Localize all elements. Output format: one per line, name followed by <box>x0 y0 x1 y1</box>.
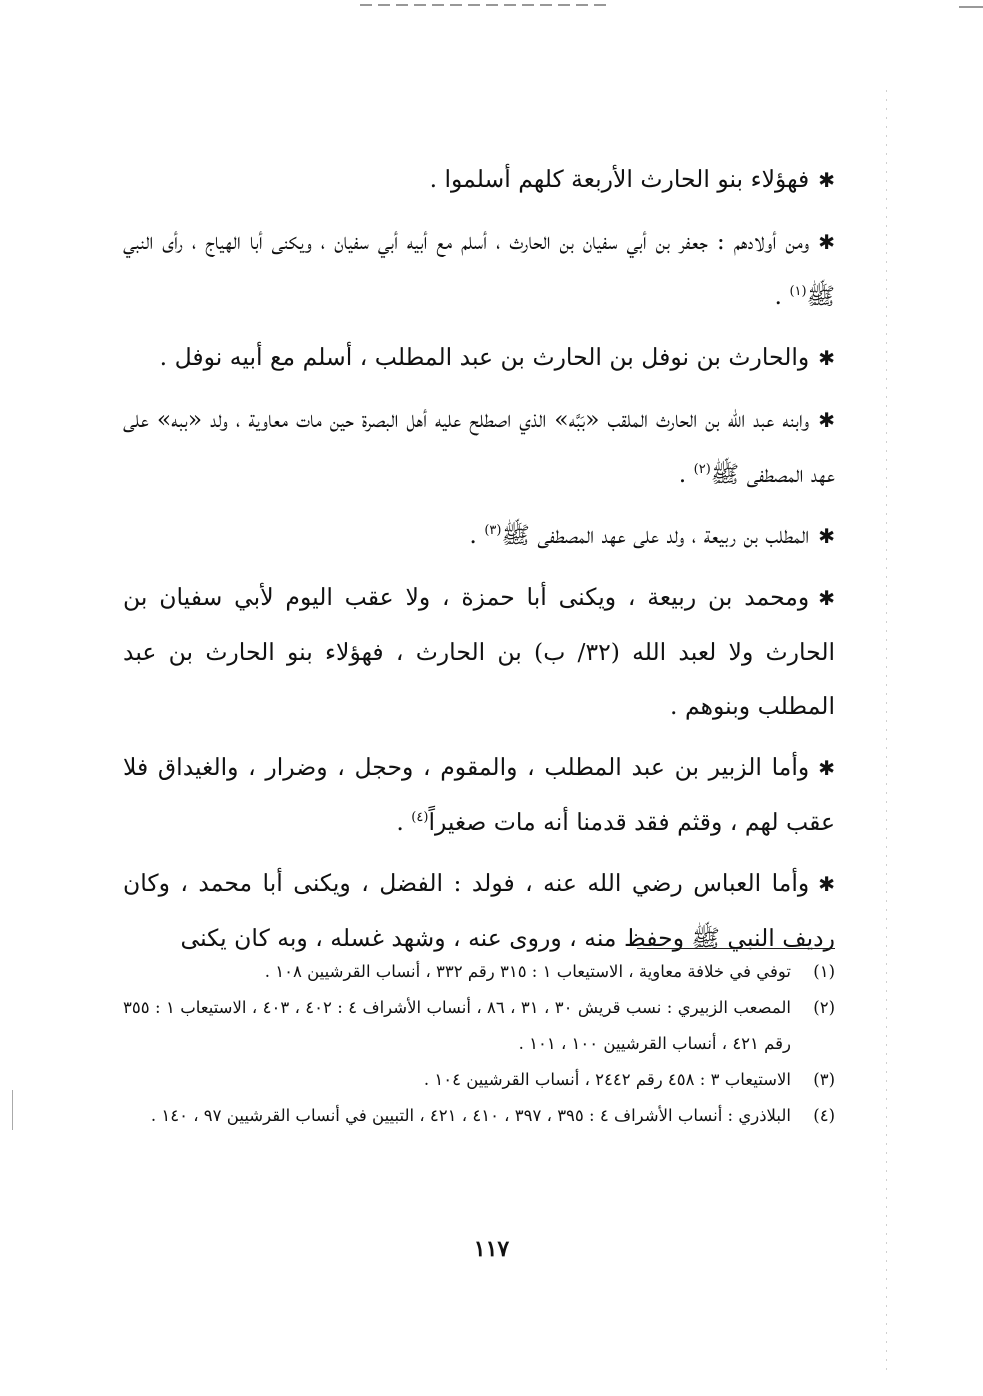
footnote-number: (٣) <box>813 1070 835 1089</box>
footnote-divider <box>637 948 835 949</box>
paragraph <box>123 214 835 323</box>
footnotes <box>123 954 835 1134</box>
scan-artifact-margin <box>886 90 887 1370</box>
star-bullet-icon: ✱ <box>818 346 835 370</box>
paragraph-text: وابنه عبد الله بن الحارث الملقب «بَبَّه» الذي اصطلح عليه أهل البصرة حين مات معاوية ، ولد «ببه» على عهد المصطفى ﷺ <box>123 405 835 488</box>
footnote-text: الاستيعاب ٣ : ٤٥٨ رقم ٢٤٤٢ ، أنساب القرشيين ١٠٤ . <box>423 1070 791 1089</box>
paragraph <box>123 570 835 733</box>
footnote <box>123 1062 835 1098</box>
paragraph-text: والحارث بن نوفل بن الحارث بن عبد المطلب ، أسلم مع أبيه نوفل . <box>159 343 810 371</box>
scan-artifact-corner <box>959 6 983 8</box>
paragraph-end: . <box>774 282 790 310</box>
star-bullet-icon: ✱ <box>818 408 835 432</box>
paragraph <box>123 392 835 501</box>
paragraph <box>123 508 835 563</box>
paragraph-end: . <box>678 460 694 488</box>
footnote-ref[interactable]: (٤) <box>411 810 429 826</box>
footnote <box>123 954 835 990</box>
footnote-text: المصعب الزبيري : نسب قريش ٣٠ ، ٣١ ، ٨٦ ، أنساب الأشراف ٤ : ٤٠٢ ، ٤٠٣ ، الاستيعاب ١ : ٣٥٥ رقم ٤٢١ ، أنساب القرشيين ١٠٠ ، ١٠١ . <box>123 998 792 1053</box>
footnote-ref[interactable]: (٣) <box>484 523 502 539</box>
footnote-ref[interactable]: (٢) <box>693 462 711 478</box>
footnote-number: (٤) <box>813 1106 835 1125</box>
footnote-text: البلاذري : أنساب الأشراف ٤ : ٣٩٥ ، ٣٩٧ ، ٤١٠ ، ٤٢١ ، التبيين في أنساب القرشيين ٩٧ ، ١٤٠ . <box>150 1106 791 1125</box>
footnote-number: (١) <box>813 962 835 981</box>
star-bullet-icon: ✱ <box>818 524 835 548</box>
paragraph <box>123 330 835 385</box>
footnote <box>123 1098 835 1134</box>
paragraph-text: فهؤلاء بنو الحارث الأربعة كلهم أسلموا . <box>429 165 810 193</box>
footnote-text: توفي في خلافة معاوية ، الاستيعاب ١ : ٣١٥ رقم ٣٣٢ ، أنساب القرشيين ١٠٨ . <box>264 962 791 981</box>
paragraph-text: المطلب بن ربيعة ، ولد على عهد المصطفى ﷺ <box>501 521 810 549</box>
star-bullet-icon: ✱ <box>818 756 835 780</box>
footnote <box>123 990 835 1062</box>
scan-artifact-left <box>12 1090 13 1130</box>
paragraph-text: ومحمد بن ربيعة ، ويكنى أبا حمزة ، ولا عقب اليوم لأبي سفيان بن الحارث ولا لعبد الله (٣٢/ ب) بن الحارث ، فهؤلاء بنو الحارث بن عبد المطلب وبنوهم . <box>123 583 836 720</box>
scan-artifact-top <box>360 4 610 6</box>
page-number: ١١٧ <box>473 1236 510 1262</box>
paragraph-end: . <box>396 808 412 836</box>
star-bullet-icon: ✱ <box>818 230 835 254</box>
paragraph-end: . <box>469 521 485 549</box>
footnote-number: (٢) <box>813 998 835 1017</box>
star-bullet-icon: ✱ <box>818 872 835 896</box>
star-bullet-icon: ✱ <box>818 586 835 610</box>
paragraph-text: وأما الزبير بن عبد المطلب ، والمقوم ، وحجل ، وضرار ، والغيداق فلا عقب لهم ، وقثم فقد قدمنا أنه مات صغيراً <box>123 753 835 836</box>
paragraph-text: ومن أولادهم : جعفر بن أبي سفيان بن الحارث ، أسلم مع أبيه أبي سفيان ، ويكنى أبا الهياج ، رأى النبي ﷺ <box>123 227 835 310</box>
star-bullet-icon: ✱ <box>818 168 835 192</box>
footnote-ref[interactable]: (١) <box>789 284 807 300</box>
main-text <box>123 152 835 972</box>
paragraph-text: وأما العباس رضي الله عنه ، فولد : الفضل ، ويكنى أبا محمد ، وكان رديف النبي ﷺ وحفظ منه ، وروى عنه ، وشهد غسله ، وبه كان يكنى <box>123 869 835 952</box>
paragraph <box>123 740 835 849</box>
paragraph <box>123 152 835 207</box>
